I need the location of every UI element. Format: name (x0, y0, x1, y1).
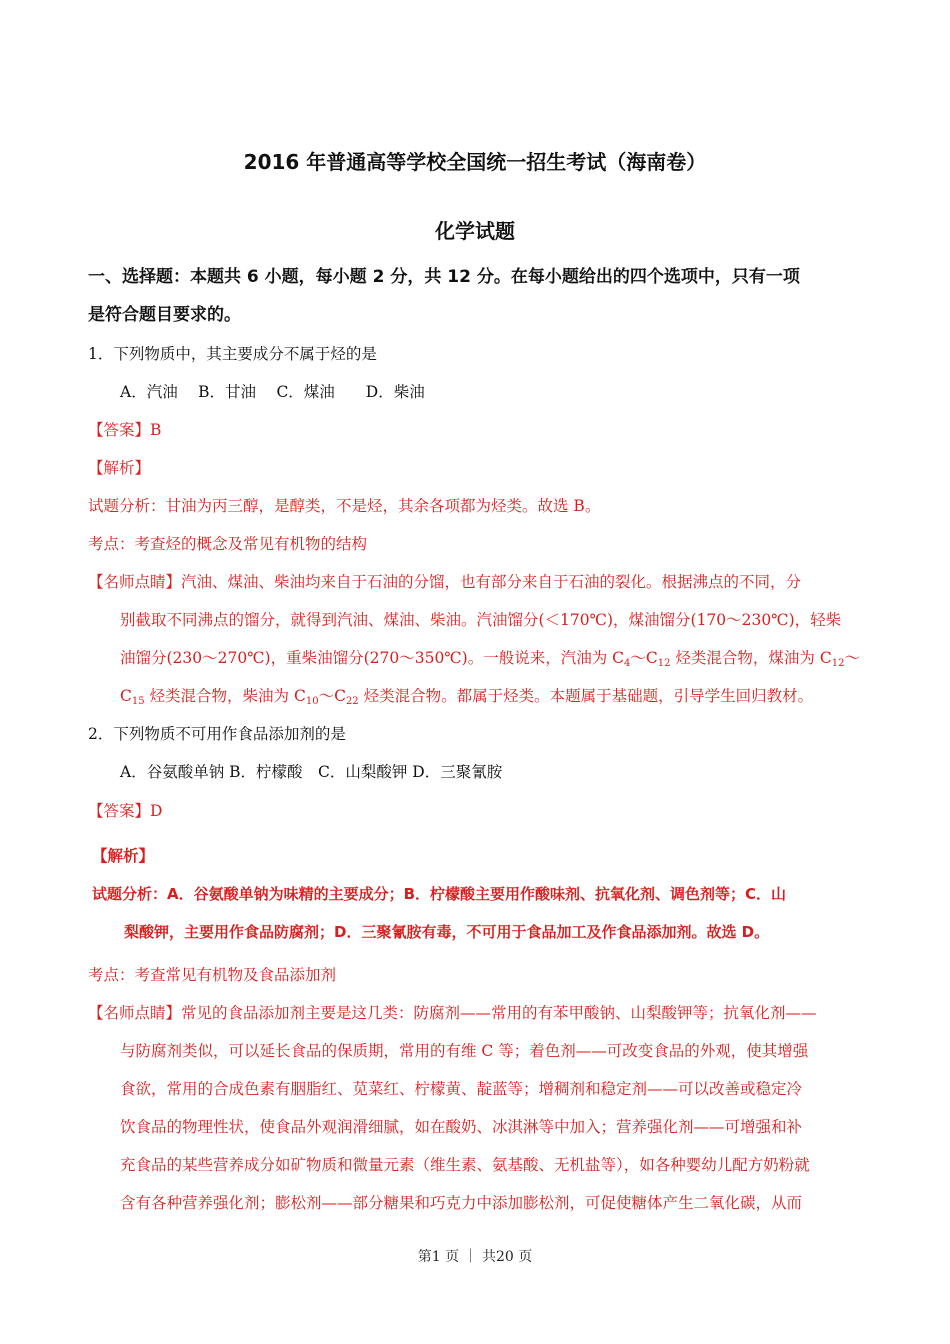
q2-analysis-line1: 试题分析：A．谷氨酸单钠为味精的主要成分；B．柠檬酸主要用作酸味剂、抗氧化剂、调色剂等；C．山 (92, 885, 787, 903)
q1-tip-line4: $C_{15}$ 烃类混合物，柴油为 $C_{10}\sim C_{22}$ 烃类混合物。都属于烃类。本题属于基础题，引导学生回归教材。 (120, 687, 814, 707)
q2-analysis-line2: 梨酸钾，主要用作食品防腐剂；D．三聚氰胺有毒，不可用于食品加工及作食品添加剂。故选 D。 (124, 923, 770, 941)
q1-options: A．汽油 B．甘油 C．煤油 D．柴油 (120, 383, 425, 401)
q2-analysis-label: 【解析】 (92, 847, 155, 865)
q2-point: 考点：考查常见有机物及食品添加剂 (88, 966, 337, 984)
page-footer: 第1 页 ｜ 共20 页 (417, 1249, 533, 1265)
q1-analysis: 试题分析：甘油为丙三醇，是醇类，不是烃，其余各项都为烃类。故选 B。 (88, 497, 601, 515)
section-heading-line1: 一、选择题：本题共 6 小题，每小题 2 分，共 12 分。在每小题给出的四个选项中，只有一项 (88, 267, 800, 287)
q1-answer: 【答案】B (88, 421, 162, 439)
q2-tip-line6: 含有各种营养强化剂；膨松剂——部分糖果和巧克力中添加膨松剂，可促使糖体产生二氧化碳，从而 (120, 1194, 803, 1212)
subject-title: 化学试题 (435, 219, 515, 243)
q2-tip-line1: 【名师点睛】常见的食品添加剂主要是这几类：防腐剂——常用的有苯甲酸钠、山梨酸钾等；抗氧化剂—— (88, 1004, 817, 1022)
q1-stem: 1．下列物质中，其主要成分不属于烃的是 (88, 345, 377, 363)
q2-tip-line5: 充食品的某些营养成分如矿物质和微量元素（维生素、氨基酸、无机盐等），如各种婴幼儿配方奶粉就 (120, 1156, 810, 1174)
q1-tip-line2: 别截取不同沸点的馏分，就得到汽油、煤油、柴油。汽油馏分(＜170℃)，煤油馏分(170～230℃)，轻柴 (120, 611, 842, 629)
q2-options: A．谷氨酸单钠 B．柠檬酸 C．山梨酸钾 D．三聚氰胺 (120, 763, 503, 781)
q1-analysis-label: 【解析】 (88, 459, 151, 477)
section-heading-line2: 是符合题目要求的。 (88, 305, 241, 325)
q2-tip-line3: 食欲，常用的合成色素有胭脂红、苋菜红、柠檬黄、靛蓝等；增稠剂和稳定剂——可以改善或稳定冷 (120, 1080, 803, 1098)
q2-tip-line4: 饮食品的物理性状，使食品外观润滑细腻，如在酸奶、冰淇淋等中加入；营养强化剂——可增强和补 (120, 1118, 803, 1136)
q2-tip-line2: 与防腐剂类似，可以延长食品的保质期，常用的有维 C 等；着色剂——可改变食品的外观，使其增强 (120, 1042, 809, 1060)
q1-point: 考点：考查烃的概念及常见有机物的结构 (88, 535, 368, 553)
q1-tip-line3: 油馏分(230～270℃)，重柴油馏分(270～350℃)。一般说来，汽油为 $C_4\sim C_{12}$ 烃类混合物，煤油为 $C_{12}\sim$ (120, 649, 860, 669)
q2-answer: 【答案】D (88, 802, 163, 820)
q1-tip-line1: 【名师点睛】汽油、煤油、柴油均来自于石油的分馏，也有部分来自于石油的裂化。根据沸点的不同，分 (88, 573, 802, 591)
q2-stem: 2．下列物质不可用作食品添加剂的是 (88, 725, 346, 743)
exam-title: 2016 年普通高等学校全国统一招生考试（海南卷） (243, 150, 707, 174)
